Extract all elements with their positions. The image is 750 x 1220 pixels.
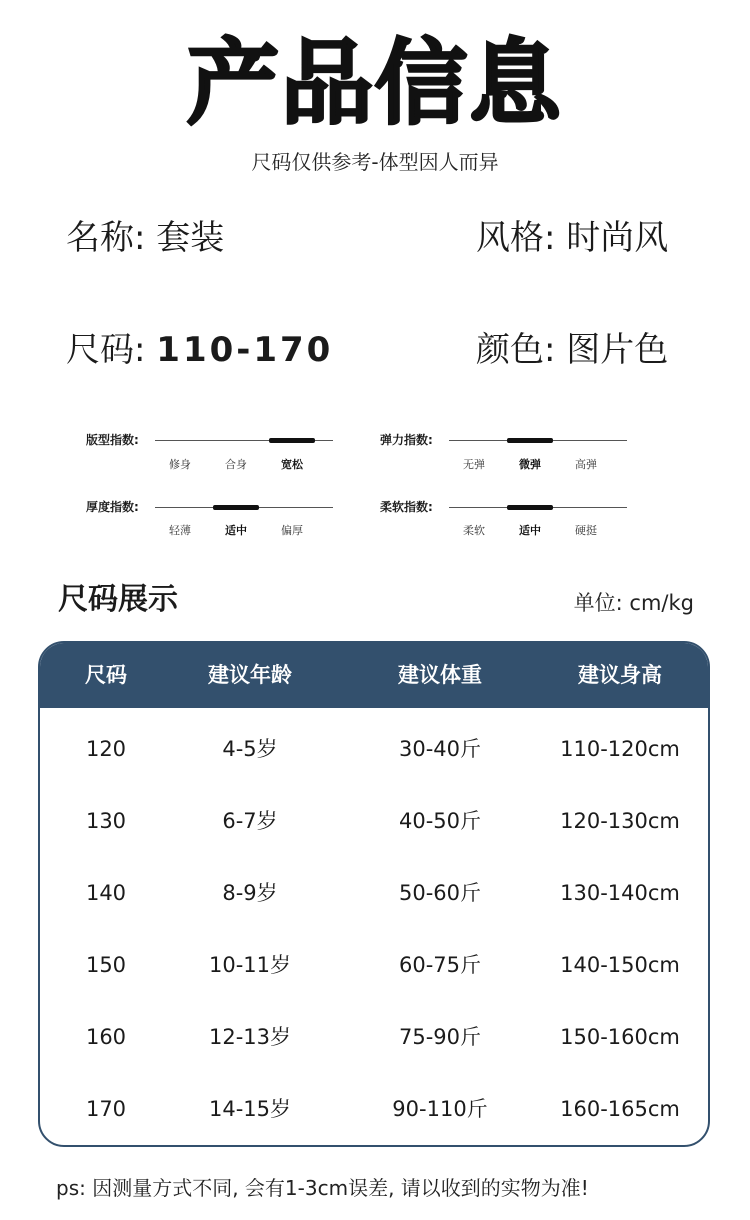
softness-index-marker [507, 505, 553, 510]
softness-option: 柔软 [463, 524, 485, 537]
measurement-note: ps: 因测量方式不同, 会有1-3cm误差, 请以收到的实物为准! [56, 1176, 589, 1200]
header-height: 建议身高 [578, 663, 662, 687]
table-row [40, 713, 708, 785]
table-row [40, 1001, 708, 1073]
cell-age: 10-11岁 [208, 953, 292, 977]
thickness-index-marker [213, 505, 259, 510]
cell-age: 8-9岁 [222, 881, 278, 905]
cell-size: 150 [85, 953, 127, 977]
size-unit: 单位: cm/kg [573, 591, 694, 615]
cell-size: 130 [85, 809, 127, 833]
cell-height: 130-140cm [560, 881, 680, 905]
cell-weight: 90-110斤 [392, 1097, 488, 1121]
header-weight: 建议体重 [398, 663, 482, 687]
fit-index-marker [269, 438, 315, 443]
softness-index-label: 柔软指数: [380, 500, 433, 514]
attr-color-value: 图片色 [566, 330, 669, 370]
cell-size: 170 [85, 1097, 127, 1121]
softness-option: 适中 [519, 524, 541, 537]
stretch-option: 高弹 [575, 458, 597, 471]
stretch-option: 无弹 [463, 458, 485, 471]
table-row [40, 785, 708, 857]
attr-name-value: 套装 [156, 218, 225, 258]
cell-weight: 75-90斤 [398, 1025, 482, 1049]
table-row [40, 929, 708, 1001]
cell-size: 140 [85, 881, 127, 905]
thickness-option: 轻薄 [169, 524, 191, 537]
stretch-index-marker [507, 438, 553, 443]
header-size: 尺码 [85, 663, 127, 687]
attr-style-label: 风格: [476, 218, 556, 258]
header-age: 建议年龄 [208, 663, 292, 687]
attr-size-label: 尺码: [66, 330, 146, 370]
cell-age: 4-5岁 [222, 737, 278, 761]
cell-height: 150-160cm [560, 1025, 680, 1049]
cell-age: 12-13岁 [208, 1025, 292, 1049]
cell-weight: 30-40斤 [398, 737, 482, 761]
attr-size-value: 110-170 [156, 330, 334, 370]
cell-height: 160-165cm [560, 1097, 680, 1121]
fit-index-label: 版型指数: [86, 433, 139, 447]
thickness-option: 适中 [225, 524, 247, 537]
attr-name-label: 名称: [66, 218, 146, 258]
stretch-index-label: 弹力指数: [380, 433, 433, 447]
cell-height: 120-130cm [560, 809, 680, 833]
cell-size: 160 [85, 1025, 127, 1049]
attr-name [66, 218, 224, 258]
attr-size [66, 330, 333, 370]
cell-weight: 40-50斤 [398, 809, 482, 833]
thickness-option: 偏厚 [281, 524, 303, 537]
size-table [38, 641, 710, 1147]
fit-option: 宽松 [281, 458, 303, 471]
cell-age: 6-7岁 [222, 809, 278, 833]
softness-option: 硬挺 [575, 524, 597, 537]
cell-size: 120 [85, 737, 127, 761]
cell-weight: 60-75斤 [398, 953, 482, 977]
page-title: 产品信息 [186, 30, 563, 137]
size-section-title: 尺码展示 [58, 582, 178, 617]
cell-age: 14-15岁 [208, 1097, 292, 1121]
table-row [40, 857, 708, 929]
stretch-option: 微弹 [519, 458, 541, 471]
fit-option: 合身 [225, 458, 247, 471]
page-subtitle: 尺码仅供参考-体型因人而异 [251, 150, 499, 174]
cell-height: 110-120cm [560, 737, 680, 761]
attr-color [476, 330, 668, 370]
cell-weight: 50-60斤 [398, 881, 482, 905]
attr-style-value: 时尚风 [566, 218, 669, 258]
size-table-header [40, 643, 708, 708]
table-row [40, 1073, 708, 1145]
cell-height: 140-150cm [560, 953, 680, 977]
attr-style [476, 218, 668, 258]
attr-color-label: 颜色: [476, 330, 556, 370]
fit-option: 修身 [169, 458, 191, 471]
thickness-index-label: 厚度指数: [86, 500, 139, 514]
